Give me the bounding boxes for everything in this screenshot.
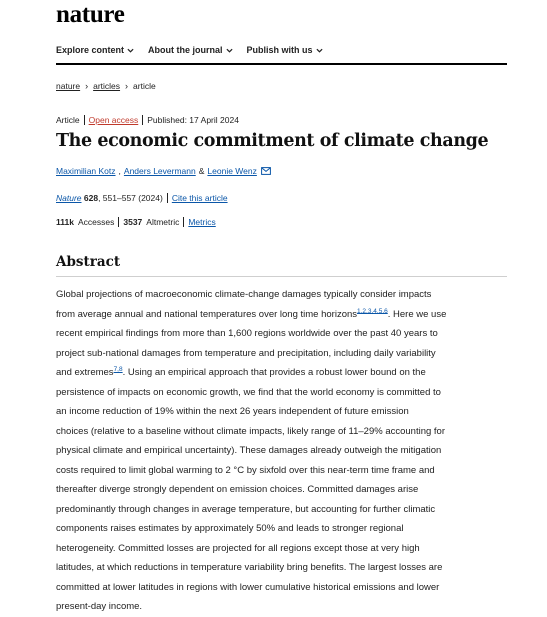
abstract-line: costs required to limit global warming to 2 °C by sixfold over this near-term time frame and bbox=[56, 464, 435, 476]
abstract-line: recent empirical findings from more than 1,600 regions worldwide over the past 40 years to bbox=[56, 328, 438, 339]
abstract-heading: Abstract bbox=[56, 254, 121, 270]
nav-label: About the journal bbox=[148, 45, 223, 55]
abstract-line: physical climate and empirical uncertainty). These damages already outweigh the mitigation bbox=[56, 445, 442, 456]
pages: , 551–557 (2024) bbox=[98, 193, 163, 203]
main-nav bbox=[56, 40, 323, 60]
chevron-down-icon bbox=[316, 47, 323, 54]
abstract-line: and extremes$^{7,8}$. Using an empirical approach that provides a robust lower bound on the bbox=[56, 365, 426, 378]
chevron-down-icon bbox=[226, 47, 233, 54]
cite-this-article-link[interactable]: Cite this article bbox=[171, 193, 228, 203]
citation-line bbox=[56, 193, 228, 203]
metrics-divider bbox=[183, 217, 184, 227]
article-metrics bbox=[56, 217, 216, 227]
abstract-line: predominantly through changes in average temperature, but accounting for further climatic bbox=[56, 503, 436, 515]
chevron-down-icon bbox=[127, 47, 134, 54]
abstract-line: Global projections of macroeconomic climate-change damages typically consider impacts bbox=[56, 289, 432, 300]
abstract-line: heterogeneity. Committed losses are projected for all regions except those at very high bbox=[56, 542, 420, 554]
meta-divider bbox=[84, 115, 85, 125]
article-meta bbox=[56, 115, 239, 125]
abstract-divider bbox=[56, 276, 507, 277]
author-separator: & bbox=[198, 166, 205, 176]
nav-explore-content[interactable] bbox=[56, 45, 134, 55]
abstract-line: components raises estimates by approximately 50% and leads to stronger regional bbox=[56, 523, 404, 534]
abstract-line: choices (relative to a baseline without climate impacts, likely range of 11–29% accounting for bbox=[56, 425, 445, 437]
metrics-link[interactable]: Metrics bbox=[188, 217, 216, 227]
abstract-line: an income reduction of 19% within the next 26 years independent of future emission bbox=[56, 406, 409, 417]
citation-divider bbox=[167, 193, 168, 203]
abstract-line: from average annual and national temperatures over long time horizons$^{1,2,3,4,5,6}$. Here we use bbox=[56, 307, 447, 320]
breadcrumb-nature[interactable]: nature bbox=[56, 81, 81, 91]
author-separator: , bbox=[118, 166, 121, 176]
nature-logo[interactable]: nature bbox=[56, 1, 125, 28]
article-title: The economic commitment of climate change bbox=[56, 131, 489, 151]
nav-about-journal[interactable] bbox=[148, 45, 233, 55]
breadcrumb-articles[interactable]: articles bbox=[93, 81, 121, 91]
open-access-link[interactable]: Open access bbox=[88, 115, 139, 125]
nav-publish-with-us[interactable] bbox=[247, 45, 323, 55]
author-link[interactable]: Anders Levermann bbox=[123, 166, 196, 176]
abstract-line: committed at lower latitudes in regions with lower cumulative historical emissions and lower bbox=[56, 581, 440, 593]
abstract-line: present-day income. bbox=[56, 601, 143, 612]
breadcrumb bbox=[56, 81, 156, 91]
nav-divider bbox=[56, 63, 507, 65]
altmetric-count: 3537 bbox=[123, 217, 143, 227]
reference-link[interactable]: 1,2,3,4,5,6 bbox=[357, 307, 388, 315]
nav-label: Publish with us bbox=[246, 45, 313, 55]
abstract-line: project sub-national damages from temperature and precipitation, including daily variability bbox=[56, 347, 436, 359]
nav-label: Explore content bbox=[56, 45, 125, 55]
volume: 628 bbox=[83, 193, 99, 203]
abstract-line: thereafter diverge strongly dependent on emission choices. Committed damages arise bbox=[56, 484, 419, 495]
author-link[interactable]: Maximilian Kotz bbox=[56, 166, 116, 176]
accesses-label: Accesses bbox=[77, 217, 115, 227]
reference-link[interactable]: 7,8 bbox=[113, 365, 123, 373]
published-date: Published: 17 April 2024 bbox=[147, 115, 239, 125]
accesses-count: 111k bbox=[56, 217, 74, 227]
author-link[interactable]: Leonie Wenz bbox=[207, 166, 257, 176]
author-list bbox=[56, 166, 271, 176]
breadcrumb-separator: › bbox=[125, 81, 129, 91]
journal-link[interactable]: Nature bbox=[56, 193, 82, 203]
mail-icon[interactable] bbox=[261, 167, 271, 175]
meta-divider bbox=[142, 115, 143, 125]
abstract-line: persistence of impacts on economic growth, we find that the world economy is committed to bbox=[56, 386, 441, 398]
breadcrumb-current: article bbox=[133, 81, 156, 91]
abstract-text bbox=[56, 285, 516, 617]
abstract-line: latitudes, at which reductions in temperature variability bring benefits. The largest losses are bbox=[56, 562, 443, 573]
metrics-divider bbox=[118, 217, 119, 227]
altmetric-label: Altmetric bbox=[146, 217, 180, 227]
breadcrumb-separator: › bbox=[85, 81, 89, 91]
article-type: Article bbox=[56, 115, 80, 125]
